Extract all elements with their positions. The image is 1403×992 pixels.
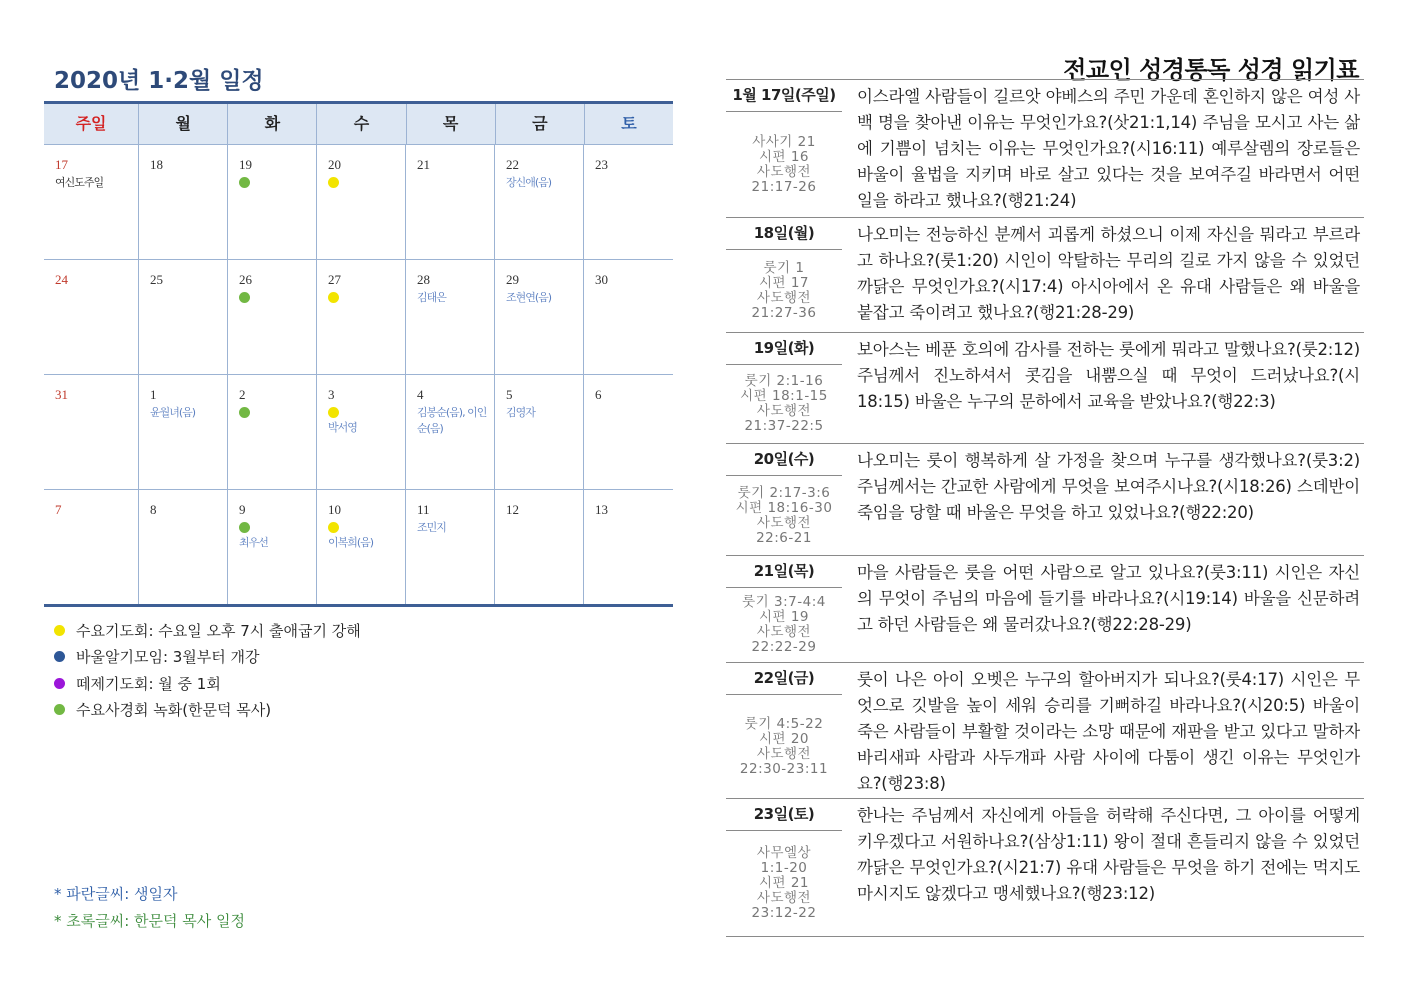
reading-ref-line: 룻기 3:7-4:4 bbox=[742, 594, 826, 610]
legend-dot-icon bbox=[54, 625, 65, 636]
day-number: 13 bbox=[595, 502, 608, 517]
reading-date-col bbox=[726, 218, 842, 332]
reading-ref-line: 22:30-23:11 bbox=[739, 760, 829, 777]
calendar-day bbox=[584, 145, 673, 259]
reading-ref-line: 사무엘상 bbox=[756, 845, 812, 861]
day-number: 19 bbox=[239, 157, 252, 172]
reading-question: 한나는 주님께서 자신에게 아들을 허락해 주신다면, 그 아이를 어떻게 키우겠다고 서원하나요?(삼상1:11) 왕이 절대 흔들리지 않을 수 있었던 까닭은 무엇인가요?(시21:7) 유대 사람들은 무엇을 하기 전에는 먹지도 마시지도 않겠다고 맹세했나요?(행23:12) bbox=[857, 806, 1360, 903]
reading-date-col bbox=[726, 799, 842, 936]
reading-ref-line: 사도행전 bbox=[756, 290, 812, 306]
day-number: 18 bbox=[150, 157, 163, 172]
day-note: 여신도주일 bbox=[55, 176, 104, 189]
reading-ref-line: 사도행전 bbox=[756, 745, 812, 762]
reading-refs bbox=[726, 374, 842, 434]
legend-label: 수요사경회 녹화(한문덕 목사) bbox=[76, 701, 272, 720]
reading-refs bbox=[726, 261, 842, 321]
calendar-week bbox=[44, 145, 673, 260]
reading-ref-line: 시편 18:1-15 bbox=[740, 388, 828, 404]
reading-ref-line: 21:37-22:5 bbox=[744, 418, 824, 434]
green-dot-icon bbox=[239, 177, 250, 188]
calendar-title: 2020년 1·2월 일정 bbox=[54, 68, 264, 94]
calendar-week bbox=[44, 260, 673, 375]
reading-ref-line: 1:1-20 bbox=[760, 860, 808, 876]
day-note: 조현연(음) bbox=[506, 291, 552, 304]
day-note: 최우선 bbox=[239, 536, 268, 549]
yellow-dot-icon bbox=[328, 292, 339, 303]
day-number: 7 bbox=[55, 502, 62, 517]
day-number: 24 bbox=[55, 272, 68, 287]
calendar-day bbox=[406, 490, 495, 604]
calendar-day bbox=[495, 145, 584, 259]
day-note: 김영자 bbox=[506, 406, 535, 419]
day-number: 6 bbox=[595, 387, 602, 402]
reading-ref-line: 시편 21 bbox=[758, 875, 810, 891]
reading-question: 이스라엘 사람들이 길르앗 야베스의 주민 가운데 혼인하지 않은 여성 사백 명을 찾아낸 이유는 무엇인가요?(삿21:1,14) 주님을 모시고 사는 삶에 기쁨이 넘치는 이유는 무엇인가요?(시16:11) 예루살렘의 장로들은 바울이 율법을 지키며 바로 살고 있다는 것을 보여주길 바라면서 어떤 일을 하라고 했나요?(행21:24) bbox=[857, 87, 1360, 210]
day-number: 27 bbox=[328, 272, 341, 287]
day-number: 23 bbox=[595, 157, 608, 172]
reading-ref-line: 시편 17 bbox=[758, 275, 810, 291]
reading-row bbox=[726, 556, 1364, 663]
yellow-dot-icon bbox=[328, 407, 339, 418]
reading-title: 전교인 성경통독 성경 읽기표 bbox=[1063, 56, 1359, 84]
calendar-day bbox=[228, 145, 317, 259]
reading-row bbox=[726, 80, 1364, 218]
reading-question: 룻이 나은 아이 오벳은 누구의 할아버지가 되나요?(룻4:17) 시인은 무엇으로 깃발을 높이 세워 승리를 기뻐하길 바라나요?(시20:5) 바울이 죽은 사람들이 부활할 것이라는 소망 때문에 재판을 받고 있다고 말하자 바리새파 사람과 사두개파 사람 사이에 다툼이 생긴 이유는 무엇인가요?(행23:8) bbox=[857, 670, 1360, 793]
day-number: 21 bbox=[417, 157, 430, 172]
reading-ref-line: 22:22-29 bbox=[751, 639, 817, 655]
legend-item bbox=[54, 617, 361, 644]
reading-date: 21일(목) bbox=[726, 556, 842, 588]
calendar-week bbox=[44, 490, 673, 604]
reading-question: 나오미는 룻이 행복하게 살 가정을 찾으며 누구를 생각했나요?(룻3:2) 주님께서는 간교한 사람에게 무엇을 보여주시나요?(시18:26) 스데반이 죽임을 당할 때 바울은 무엇을 하고 있었나요?(행22:20) bbox=[857, 451, 1360, 522]
day-number: 11 bbox=[417, 502, 430, 517]
reading-date-col bbox=[726, 663, 842, 798]
reading-ref-line: 사도행전 bbox=[756, 403, 812, 419]
day-number: 28 bbox=[417, 272, 430, 287]
reading-refs bbox=[726, 135, 842, 195]
calendar-day bbox=[584, 490, 673, 604]
green-dot-icon bbox=[239, 407, 250, 418]
reading-ref-line: 21:27-36 bbox=[751, 305, 817, 321]
reading-ref-line: 시편 18:16-30 bbox=[735, 499, 833, 516]
day-number: 3 bbox=[328, 387, 335, 402]
day-number: 5 bbox=[506, 387, 513, 402]
day-number: 1 bbox=[150, 387, 157, 402]
reading-ref-line: 사도행전 bbox=[756, 163, 812, 180]
day-number: 25 bbox=[150, 272, 163, 287]
reading-ref-line: 21:17-26 bbox=[751, 178, 817, 195]
calendar-body bbox=[44, 145, 673, 604]
legend-item bbox=[54, 644, 361, 671]
day-number: 20 bbox=[328, 157, 341, 172]
reading-ref-line: 사사기 21 bbox=[752, 133, 816, 150]
footnote-green: * 초록글씨: 한문덕 목사 일정 bbox=[54, 912, 246, 930]
reading-table bbox=[726, 79, 1364, 937]
weekday-tue: 화 bbox=[228, 104, 317, 144]
calendar-day bbox=[228, 490, 317, 604]
weekday-mon: 월 bbox=[139, 104, 228, 144]
green-dot-icon bbox=[239, 292, 250, 303]
calendar-day bbox=[406, 375, 495, 489]
legend-label: 바울알기모임: 3월부터 개강 bbox=[76, 648, 260, 667]
legend-dot-icon bbox=[54, 678, 65, 689]
calendar-day bbox=[44, 145, 139, 259]
calendar-day bbox=[139, 490, 228, 604]
calendar-day bbox=[139, 375, 228, 489]
calendar-day bbox=[406, 145, 495, 259]
reading-row bbox=[726, 444, 1364, 556]
reading-ref-line: 사도행전 bbox=[756, 514, 812, 531]
reading-date: 20일(수) bbox=[726, 444, 842, 476]
reading-refs bbox=[726, 846, 842, 921]
day-note: 김봉순(음), 이인순(음) bbox=[417, 406, 487, 435]
day-number: 10 bbox=[328, 502, 341, 517]
calendar-day bbox=[495, 375, 584, 489]
day-note: 장신애(음) bbox=[506, 176, 552, 189]
day-number: 8 bbox=[150, 502, 157, 517]
legend-item bbox=[54, 697, 361, 724]
reading-date-col bbox=[726, 556, 842, 662]
calendar-day bbox=[44, 260, 139, 374]
reading-ref-line: 사도행전 bbox=[756, 890, 812, 906]
reading-ref-line: 23:12-22 bbox=[751, 905, 817, 921]
reading-date: 18일(월) bbox=[726, 218, 842, 250]
reading-question: 보아스는 베푼 호의에 감사를 전하는 룻에게 뭐라고 말했나요?(룻2:12) 주님께서 진노하셔서 콧김을 내뿜으실 때 무엇이 드러났나요?(시18:15) 바울은 누구의 문하에서 교육을 받았나요?(행22:3) bbox=[857, 340, 1360, 411]
reading-ref-line: 시편 20 bbox=[758, 730, 810, 747]
calendar-legend bbox=[54, 617, 361, 723]
day-note: 이복희(음) bbox=[328, 536, 374, 549]
legend-label: 떼제기도회: 월 중 1회 bbox=[76, 674, 221, 693]
reading-question: 나오미는 전능하신 분께서 괴롭게 하셨으니 이제 자신을 뭐라고 부르라고 하나요?(룻1:20) 시인이 악탈하는 무리의 길로 가지 않을 수 있었던 까닭은 무엇인가요?(시17:4) 아시아에서 온 유대 사람들은 왜 바울을 붙잡고 죽이려고 했나요?(행21:28-29) bbox=[857, 225, 1360, 322]
day-number: 26 bbox=[239, 272, 252, 287]
reading-row bbox=[726, 333, 1364, 444]
calendar-day bbox=[317, 490, 406, 604]
footnote-blue: * 파란글씨: 생일자 bbox=[54, 885, 178, 903]
calendar-day bbox=[495, 260, 584, 374]
reading-ref-line: 룻기 1 bbox=[763, 260, 805, 276]
calendar-day bbox=[317, 260, 406, 374]
reading-row bbox=[726, 218, 1364, 333]
reading-ref-line: 시편 19 bbox=[758, 609, 810, 625]
calendar-day bbox=[228, 375, 317, 489]
reading-refs bbox=[726, 595, 842, 655]
reading-ref-line: 22:6-21 bbox=[756, 529, 812, 546]
day-note: 윤월녀(음) bbox=[150, 406, 196, 419]
reading-refs bbox=[726, 717, 842, 777]
day-number: 9 bbox=[239, 502, 246, 517]
reading-date-col bbox=[726, 333, 842, 443]
reading-date-col bbox=[726, 80, 842, 217]
green-dot-icon bbox=[239, 522, 250, 533]
calendar-grid bbox=[44, 101, 673, 607]
reading-date-col bbox=[726, 444, 842, 555]
legend-label: 수요기도회: 수요일 오후 7시 출애굽기 강해 bbox=[76, 621, 361, 640]
reading-date: 22일(금) bbox=[726, 663, 842, 695]
calendar-day bbox=[406, 260, 495, 374]
reading-date: 23일(토) bbox=[726, 799, 842, 831]
day-note: 김태은 bbox=[417, 291, 446, 304]
day-number: 29 bbox=[506, 272, 519, 287]
calendar-day bbox=[139, 145, 228, 259]
calendar-day bbox=[584, 375, 673, 489]
reading-ref-line: 룻기 2:17-3:6 bbox=[737, 484, 831, 501]
day-number: 2 bbox=[239, 387, 246, 402]
yellow-dot-icon bbox=[328, 177, 339, 188]
calendar-day bbox=[584, 260, 673, 374]
weekday-sun: 주일 bbox=[44, 104, 139, 144]
legend-dot-icon bbox=[54, 704, 65, 715]
calendar-day bbox=[44, 490, 139, 604]
calendar-day bbox=[317, 375, 406, 489]
reading-question: 마을 사람들은 룻을 어떤 사람으로 알고 있나요?(룻3:11) 시인은 자신의 무엇이 주님의 마음에 들기를 바라나요?(시19:14) 바울을 신문하려고 하던 사람들은 왜 물러갔나요?(행22:28-29) bbox=[857, 563, 1360, 634]
reading-ref-line: 사도행전 bbox=[756, 624, 812, 640]
reading-row bbox=[726, 799, 1364, 937]
yellow-dot-icon bbox=[328, 522, 339, 533]
day-number: 30 bbox=[595, 272, 608, 287]
weekday-fri: 금 bbox=[496, 104, 585, 144]
day-number: 12 bbox=[506, 502, 519, 517]
calendar-week bbox=[44, 375, 673, 490]
calendar-day bbox=[228, 260, 317, 374]
day-number: 22 bbox=[506, 157, 519, 172]
reading-date: 19일(화) bbox=[726, 333, 842, 365]
calendar-day bbox=[495, 490, 584, 604]
legend-item bbox=[54, 670, 361, 697]
calendar-day bbox=[44, 375, 139, 489]
day-note: 조민지 bbox=[417, 521, 446, 534]
reading-ref-line: 룻기 2:1-16 bbox=[744, 373, 824, 389]
reading-ref-line: 룻기 4:5-22 bbox=[744, 715, 824, 732]
day-number: 31 bbox=[55, 387, 68, 402]
reading-date: 1월 17일(주일) bbox=[726, 80, 842, 112]
day-number: 17 bbox=[55, 157, 68, 172]
legend-dot-icon bbox=[54, 651, 65, 662]
calendar-day bbox=[317, 145, 406, 259]
reading-row bbox=[726, 663, 1364, 799]
weekday-sat: 토 bbox=[621, 114, 637, 133]
day-number: 4 bbox=[417, 387, 424, 402]
weekday-thu: 목 bbox=[407, 104, 496, 144]
weekday-wed: 수 bbox=[317, 104, 406, 144]
reading-refs bbox=[726, 486, 842, 546]
reading-ref-line: 시편 16 bbox=[758, 148, 810, 165]
day-note: 박서영 bbox=[328, 421, 357, 434]
calendar-day bbox=[139, 260, 228, 374]
weekday-header bbox=[44, 104, 673, 145]
